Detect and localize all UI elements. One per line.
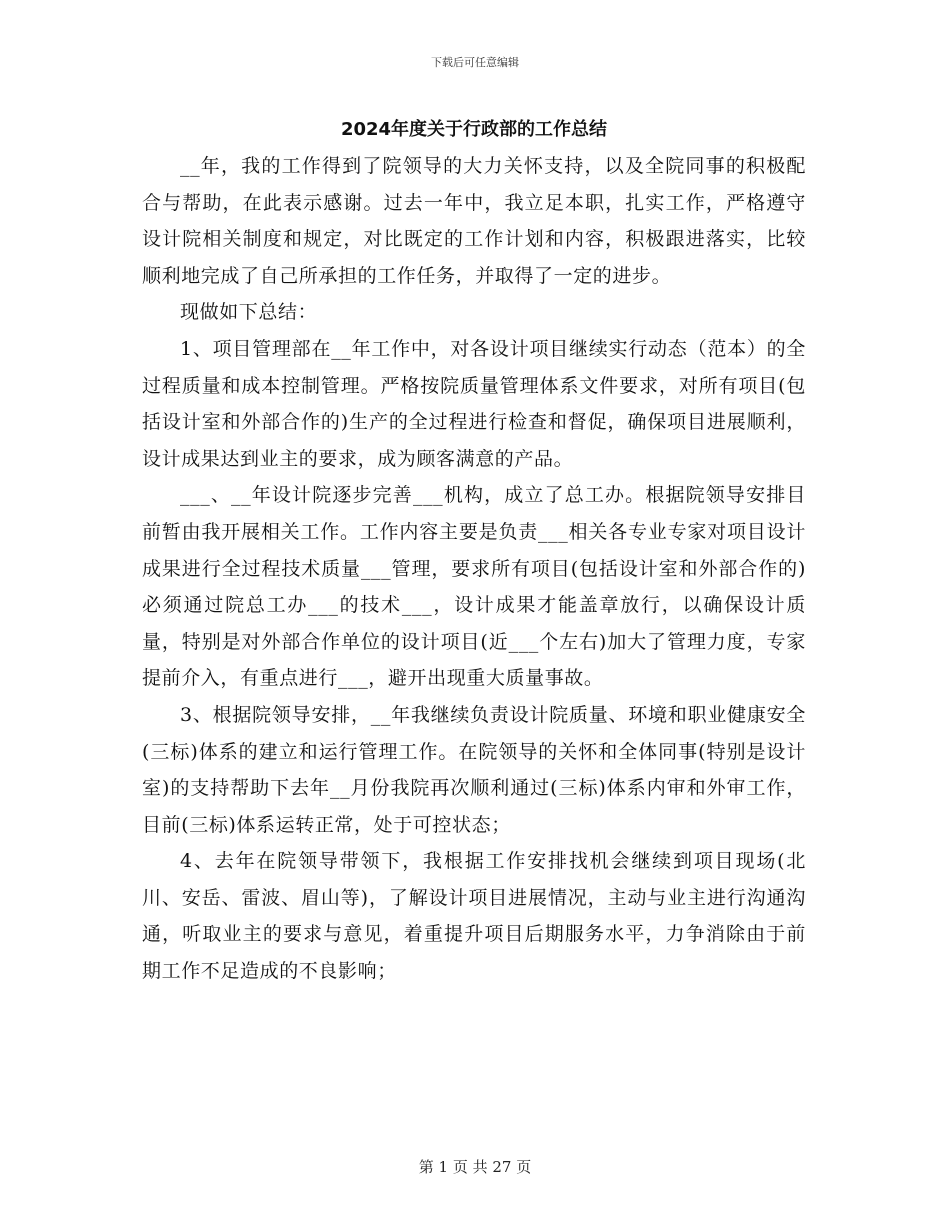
page-number-footer: 第 1 页 共 27 页 bbox=[418, 1158, 532, 1176]
paragraph-item-4: 4、去年在院领导带领下，我根据工作安排找机会继续到项目现场(北川、安岳、雷波、眉山等)，了解设计项目进展情况，主动与业主进行沟通沟通，听取业主的要求与意见，着重提升项目后期服务水平，力争消除由于前期工作不足造成的不良影响； bbox=[142, 850, 806, 983]
paragraph-item-2: ___、__年设计院逐步完善___机构，成立了总工办。根据院领导安排目前暂由我开展相关工作。工作内容主要是负责___相关各专业专家对项目设计成果进行全过程技术质量___管理，要求所有项目(包括设计室和外部合作的)必须通过院总工办___的技术___，设计成果才能盖章放行，以确保设计质量，特别是对外部合作单位的设计项目(近___个左右)加大了管理力度，专家提前介入，有重点进行___，避开出现重大质量事故。 bbox=[142, 484, 806, 690]
paragraph-summary-lead: 现做如下总结： bbox=[180, 301, 318, 324]
document-title: 2024年度关于行政部的工作总结 bbox=[340, 119, 608, 140]
paragraph-item-1: 1、项目管理部在__年工作中，对各设计项目继续实行动态（范本）的全过程质量和成本控制管理。严格按院质量管理体系文件要求，对所有项目(包括设计室和外部合作的)生产的全过程进行检查和督促，确保项目进展顺利，设计成果达到业主的要求，成为顾客满意的产品。 bbox=[142, 337, 806, 470]
paragraph-intro: __年，我的工作得到了院领导的大力关怀支持，以及全院同事的积极配合与帮助，在此表示感谢。过去一年中，我立足本职，扎实工作，严格遵守设计院相关制度和规定，对比既定的工作计划和内容，积极跟进落实，比较顺利地完成了自己所承担的工作任务，并取得了一定的进步。 bbox=[142, 155, 806, 287]
paragraph-item-3: 3、根据院领导安排，__年我继续负责设计院质量、环境和职业健康安全(三标)体系的建立和运行管理工作。在院领导的关怀和全体同事(特别是设计室)的支持帮助下去年__月份我院再次顺利通过(三标)体系内审和外审工作，目前(三标)体系运转正常，处于可控状态； bbox=[142, 703, 806, 836]
header-note: 下载后可任意编辑 bbox=[431, 56, 519, 69]
document-body bbox=[142, 112, 806, 990]
